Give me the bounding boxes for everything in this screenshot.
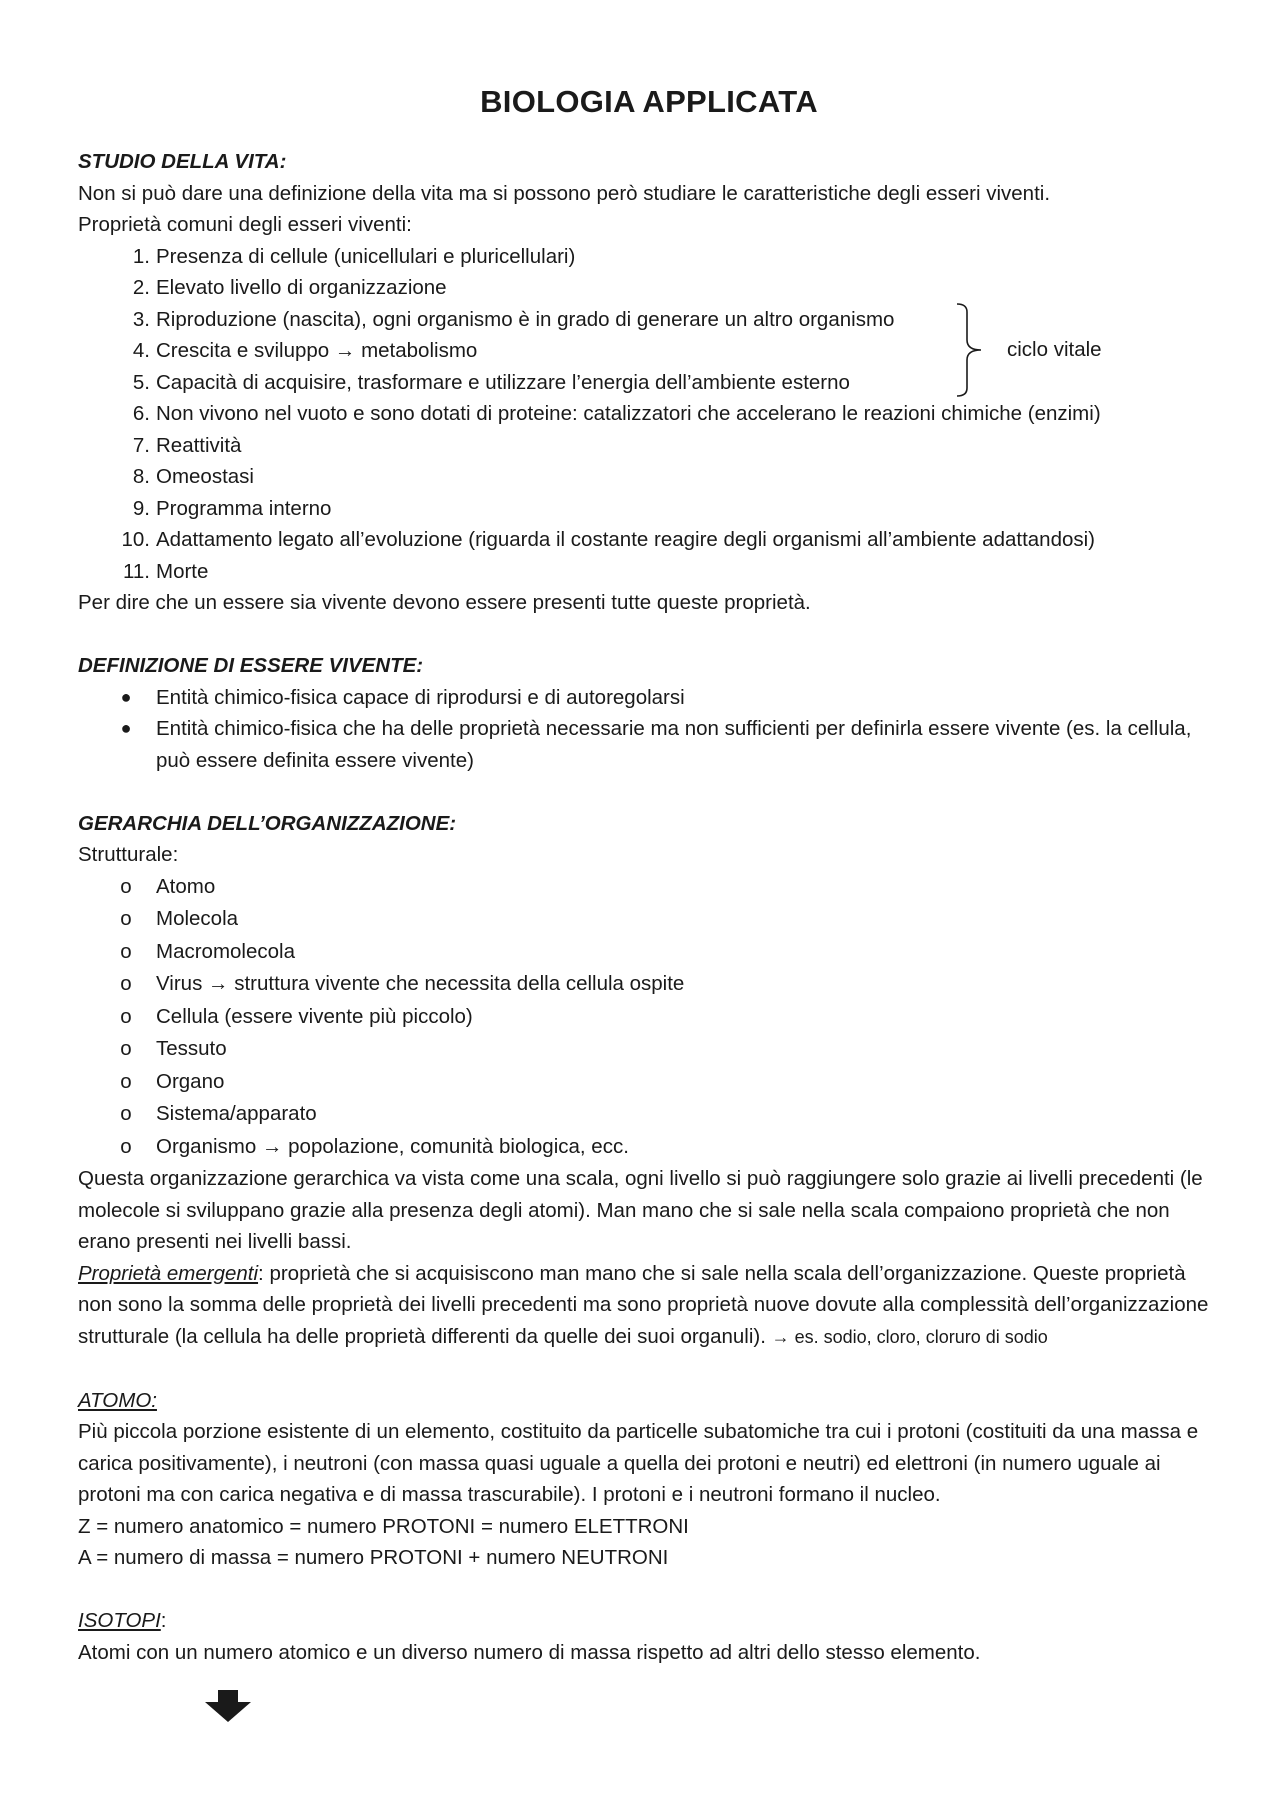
- circle-bullet-icon: o: [120, 939, 132, 963]
- brace-label: ciclo vitale: [1007, 338, 1102, 361]
- hierarchy-list: [78, 871, 1220, 1164]
- section-studio-della-vita: [78, 146, 1220, 619]
- formula-a: A = numero di massa = numero PROTONI + numero NEUTRONI: [78, 1546, 669, 1569]
- list-item: [78, 968, 1220, 1001]
- list-item-text: Virus → struttura vivente che necessita della cellula ospite: [156, 972, 685, 995]
- list-item: [78, 304, 1220, 336]
- list-item-text: Tessuto: [156, 1037, 227, 1060]
- paragraph: Atomi con un numero atomico e un diverso numero di massa rispetto ad altri dello stesso elemento.: [78, 1640, 981, 1664]
- list-item-text: Organismo → popolazione, comunità biologica, ecc.: [156, 1134, 629, 1158]
- list-number: 4.: [132, 339, 150, 362]
- curly-brace-icon: [955, 302, 985, 398]
- heading-colon: :: [160, 1609, 167, 1632]
- list-item-text: Reattività: [156, 433, 242, 457]
- paragraph: Per dire che un essere sia vivente devono essere presenti tutte queste proprietà.: [78, 591, 811, 614]
- circle-bullet-icon: o: [120, 874, 132, 898]
- list-item-text: Riproduzione (nascita), ogni organismo è in grado di generare un altro organismo: [156, 307, 895, 331]
- paragraph-emergent: [78, 1258, 1220, 1354]
- list-item: [78, 493, 1220, 525]
- emergent-text: : proprietà che si acquisiscono man mano che si sale nella scala dell’organizzazione. Queste proprietà non sono la somma delle proprietà dei livelli precedenti ma sono proprietà nuove dovute alla complessità dell’organizzazione strutturale (la cellula ha delle proprietà differenti da quelle dei suoi organuli).: [78, 1261, 1209, 1348]
- document-title: BIOLOGIA APPLICATA: [480, 84, 818, 119]
- list-number: 5.: [132, 370, 150, 394]
- circle-bullet-icon: o: [120, 1069, 132, 1093]
- list-number: 1.: [132, 244, 150, 268]
- bullet-icon: ●: [120, 718, 132, 738]
- section-heading: DEFINIZIONE DI ESSERE VIVENTE:: [78, 654, 424, 677]
- list-item: [78, 1131, 1220, 1164]
- list-item-text: Adattamento legato all’evoluzione (riguarda il costante reagire degli organismi all’ambiente adattandosi): [156, 528, 1095, 551]
- list-item: [78, 524, 1220, 556]
- list-number: 11.: [123, 559, 150, 583]
- list-number: 9.: [132, 496, 150, 520]
- list-number: 8.: [132, 465, 150, 488]
- list-item-text: Non vivono nel vuoto e sono dotati di proteine: catalizzatori che accelerano le reazioni chimiche (enzimi): [156, 402, 1101, 425]
- section-heading-row: [78, 1605, 1220, 1637]
- list-item-text: Omeostasi: [156, 465, 254, 488]
- arrow-down-icon: [203, 1690, 253, 1724]
- section-heading: GERARCHIA DELL’ORGANIZZAZIONE:: [78, 811, 457, 835]
- section-gerarchia: [78, 808, 1220, 1354]
- list-item-text: Elevato livello di organizzazione: [156, 276, 447, 299]
- list-item: [78, 713, 1220, 776]
- section-heading: ATOMO:: [78, 1388, 157, 1412]
- list-item-text: Organo: [156, 1069, 225, 1093]
- list-item-text: Crescita e sviluppo → metabolismo: [156, 339, 478, 362]
- section-definizione: [78, 650, 1220, 776]
- list-item: [78, 461, 1220, 493]
- paragraph: Questa organizzazione gerarchica va vista come una scala, ogni livello si può raggiungere solo grazie ai livelli precedenti (le molecole si sviluppano grazie alla presenza degli atomi). Man mano che si sale nella scala compaiono proprietà che non erano presenti nei livelli bassi.: [78, 1167, 1203, 1253]
- list-item-text: Macromolecola: [156, 939, 295, 963]
- list-number: 7.: [132, 433, 150, 457]
- list-item-text: Capacità di acquisire, trasformare e utilizzare l’energia dell’ambiente esterno: [156, 370, 850, 394]
- list-item-text: Molecola: [156, 907, 239, 930]
- formula-z: Z = numero anatomico = numero PROTONI = numero ELETTRONI: [78, 1514, 689, 1538]
- list-item: [78, 1066, 1220, 1099]
- emergent-example: → es. sodio, cloro, cloruro di sodio: [771, 1326, 1048, 1347]
- list-item: [78, 272, 1220, 304]
- list-item: [78, 936, 1220, 969]
- circle-bullet-icon: o: [120, 1102, 132, 1125]
- list-item: [78, 556, 1220, 588]
- list-item: [78, 1033, 1220, 1066]
- list-number: 10.: [121, 528, 150, 551]
- list-item: [78, 871, 1220, 904]
- circle-bullet-icon: o: [120, 1037, 132, 1060]
- definition-list: [78, 682, 1220, 777]
- list-item-text: Entità chimico-fisica capace di riprodursi e di autoregolarsi: [156, 685, 685, 709]
- circle-bullet-icon: o: [120, 972, 132, 995]
- list-item-text: Presenza di cellule (unicellulari e pluricellulari): [156, 244, 576, 268]
- paragraph: Proprietà comuni degli esseri viventi:: [78, 213, 412, 236]
- list-number: 6.: [132, 402, 150, 425]
- list-item-text: Sistema/apparato: [156, 1102, 317, 1125]
- properties-list: [78, 241, 1220, 588]
- list-item: [78, 1098, 1220, 1131]
- circle-bullet-icon: o: [120, 907, 132, 930]
- list-item-text: Entità chimico-fisica che ha delle proprietà necessarie ma non sufficienti per definirla essere vivente (es. la cellula, può essere definita essere vivente): [156, 717, 1192, 772]
- section-isotopi: [78, 1605, 1220, 1668]
- list-item: [78, 682, 1220, 714]
- list-item: [78, 903, 1220, 936]
- list-item: [78, 430, 1220, 462]
- paragraph: Non si può dare una definizione della vita ma si possono però studiare le caratteristiche degli esseri viventi.: [78, 181, 1051, 205]
- paragraph: Strutturale:: [78, 843, 179, 866]
- term-emergent: Proprietà emergenti: [78, 1261, 259, 1285]
- list-item-text: Cellula (essere vivente più piccolo): [156, 1004, 473, 1028]
- list-item-text: Morte: [156, 559, 209, 583]
- list-number: 2.: [132, 276, 150, 299]
- list-item: [78, 367, 1220, 399]
- list-number: 3.: [132, 307, 150, 331]
- section-heading: STUDIO DELLA VITA:: [78, 150, 287, 173]
- circle-bullet-icon: o: [120, 1004, 132, 1028]
- circle-bullet-icon: o: [120, 1134, 132, 1158]
- list-item: [78, 1001, 1220, 1034]
- paragraph: Più piccola porzione esistente di un elemento, costituito da particelle subatomiche tra cui i protoni (costituiti da una massa e carica positivamente), i neutroni (con massa quasi uguale a quella dei protoni e neutri) ed elettroni (in numero uguale ai protoni ma con carica negativa e di massa trascurabile). I protoni e i neutroni formano il nucleo.: [78, 1420, 1199, 1506]
- bullet-icon: ●: [120, 686, 132, 707]
- list-item: [78, 398, 1220, 430]
- section-heading: ISOTOPI: [78, 1609, 161, 1632]
- list-item-text: Programma interno: [156, 496, 332, 520]
- list-item-text: Atomo: [156, 874, 216, 898]
- list-item: [78, 241, 1220, 273]
- section-atomo: [78, 1385, 1220, 1574]
